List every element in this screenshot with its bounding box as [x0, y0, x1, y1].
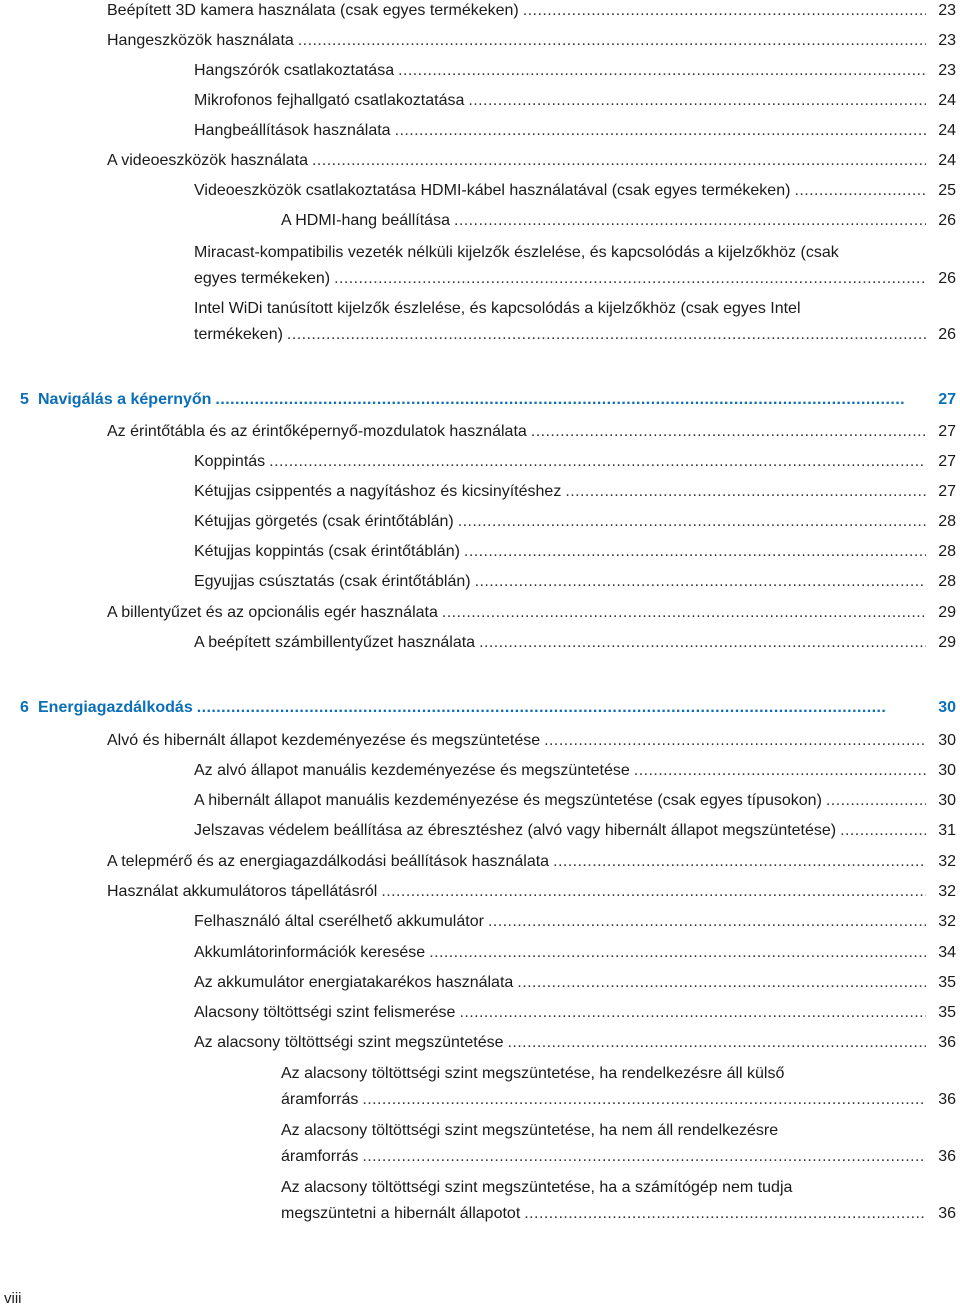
toc-page-number: 34 [938, 944, 956, 961]
toc-entry[interactable] [194, 240, 960, 292]
toc-entry[interactable] [194, 539, 960, 565]
toc-page-number: 24 [938, 122, 956, 139]
toc-page-number: 26 [938, 212, 956, 229]
toc-page-number: 28 [938, 543, 956, 560]
toc-entry[interactable] [194, 479, 960, 505]
toc-page-number: 32 [938, 883, 956, 900]
toc-leader [544, 728, 926, 754]
toc-entry-title: Mikrofonos fejhallgató csatlakoztatása [194, 92, 465, 109]
toc-entry[interactable] [194, 58, 960, 84]
toc-entry[interactable] [194, 1030, 960, 1056]
toc-leader [287, 322, 926, 348]
toc-entry-title: áramforrás [281, 1148, 359, 1165]
toc-entry-title: Felhasználó által cserélhető akkumulátor [194, 913, 484, 930]
toc-leader [395, 118, 926, 144]
toc-entry[interactable] [281, 208, 960, 234]
toc-page-number: 24 [938, 152, 956, 169]
toc-entry[interactable] [107, 28, 960, 54]
toc-page-number: 23 [938, 62, 956, 79]
toc-entry-title: Egyujjas csúsztatás (csak érintőtáblán) [194, 573, 471, 590]
toc-leader [362, 1144, 926, 1170]
toc-entry-title: Jelszavas védelem beállítása az ébresztéshez (alvó vagy hibernált állapot megszüntetése) [194, 822, 837, 839]
toc-leader [840, 818, 926, 844]
toc-entry-title: Használat akkumulátoros tápellátásról [107, 883, 378, 900]
chapter-title: Energiagazdálkodás [38, 699, 193, 716]
toc-leader [475, 569, 926, 595]
toc-page-number: 27 [938, 391, 956, 408]
toc-entry-title: Kétujjas koppintás (csak érintőtáblán) [194, 543, 460, 560]
toc-leader [215, 387, 926, 413]
toc-page-number: 28 [938, 513, 956, 530]
toc-entry[interactable] [194, 630, 960, 656]
toc-leader [459, 1000, 926, 1026]
toc-entry-title-line1: Intel WiDi tanúsított kijelzők észlelése, és kapcsolódás a kijelzőkhöz (csak egyes Intel [194, 300, 801, 317]
toc-leader [464, 539, 926, 565]
toc-entry-title: Kétujjas csippentés a nagyításhoz és kicsinyítéshez [194, 483, 562, 500]
toc-entry[interactable] [194, 758, 960, 784]
toc-entry-title: Az alvó állapot manuális kezdeményezése és megszüntetése [194, 762, 630, 779]
chapter-number: 6 [20, 699, 29, 716]
toc-page-number: 35 [938, 1004, 956, 1021]
toc-entry[interactable] [194, 970, 960, 996]
toc-entry[interactable] [107, 0, 960, 24]
toc-leader [531, 419, 926, 445]
chapter-title: Navigálás a képernyőn [38, 391, 212, 408]
toc-entry-title: termékeken) [194, 326, 283, 343]
toc-page-number: 32 [938, 913, 956, 930]
toc-leader [826, 788, 926, 814]
toc-page-number: 30 [938, 699, 956, 716]
toc-entry[interactable] [281, 1118, 960, 1170]
toc-leader [398, 58, 926, 84]
toc-entry-title: Akkumlátorinformációk keresése [194, 944, 426, 961]
toc-leader [334, 266, 926, 292]
toc-entry[interactable] [107, 849, 960, 875]
toc-page-number: 25 [938, 182, 956, 199]
toc-leader [298, 28, 926, 54]
toc-entry-title-line1: Miracast-kompatibilis vezeték nélküli kijelzők észlelése, és kapcsolódás a kijelzőkhöz (csak [194, 244, 839, 261]
toc-chapter[interactable] [20, 387, 960, 413]
chapter-number: 5 [20, 391, 29, 408]
toc-leader [269, 449, 926, 475]
toc-entry-title: Alvó és hibernált állapot kezdeményezése és megszüntetése [107, 732, 541, 749]
toc-leader [517, 970, 926, 996]
toc-chapter[interactable] [20, 695, 960, 721]
toc-entry[interactable] [194, 449, 960, 475]
toc-entry-title: Az akkumulátor energiatakarékos használata [194, 974, 514, 991]
toc-leader [442, 600, 926, 626]
toc-entry[interactable] [194, 818, 960, 844]
toc-page-number: 26 [938, 326, 956, 343]
toc-entry-title: Beépített 3D kamera használata (csak egyes termékeken) [107, 2, 519, 19]
toc-entry[interactable] [194, 509, 960, 535]
toc-entry-title: egyes termékeken) [194, 270, 331, 287]
toc-entry-title-line1: Az alacsony töltöttségi szint megszüntetése, ha rendelkezésre áll külső [281, 1065, 785, 1082]
toc-leader [524, 1201, 926, 1227]
toc-page-number: 36 [938, 1034, 956, 1051]
toc-leader [553, 849, 926, 875]
toc-leader [362, 1087, 926, 1113]
toc-leader [488, 909, 926, 935]
toc-page-number: 28 [938, 573, 956, 590]
toc-leader [381, 879, 926, 905]
toc-entry[interactable] [281, 1175, 960, 1227]
toc-leader [565, 479, 926, 505]
toc-page-number: 23 [938, 32, 956, 49]
toc-page-number: 23 [938, 2, 956, 19]
toc-entry-title: A videoeszközök használata [107, 152, 309, 169]
toc-entry[interactable] [107, 600, 960, 626]
toc-entry-title: Az érintőtábla és az érintőképernyő-mozdulatok használata [107, 423, 527, 440]
toc-entry[interactable] [194, 296, 960, 348]
toc-leader [468, 88, 926, 114]
toc-entry-title: Alacsony töltöttségi szint felismerése [194, 1004, 456, 1021]
toc-page-number: 30 [938, 732, 956, 749]
toc-entry[interactable] [194, 909, 960, 935]
toc-leader [479, 630, 926, 656]
toc-page-number: 27 [938, 483, 956, 500]
toc-page-number: 29 [938, 604, 956, 621]
toc-entry[interactable] [107, 419, 960, 445]
toc-page-number: 36 [938, 1091, 956, 1108]
toc-entry-title: megszüntetni a hibernált állapotot [281, 1205, 521, 1222]
toc-page-number: 30 [938, 792, 956, 809]
toc-page-number: 26 [938, 270, 956, 287]
toc-entry-title-line1: Az alacsony töltöttségi szint megszüntetése, ha nem áll rendelkezésre [281, 1122, 779, 1139]
toc-page-number: 36 [938, 1148, 956, 1165]
toc-entry-title: Hangeszközök használata [107, 32, 294, 49]
toc-page-number: 35 [938, 974, 956, 991]
toc-entry[interactable] [194, 788, 960, 814]
toc-entry[interactable] [194, 940, 960, 966]
toc-leader [634, 758, 926, 784]
toc-entry-title: Kétujjas görgetés (csak érintőtáblán) [194, 513, 454, 530]
toc-leader [197, 695, 926, 721]
toc-page-number: 30 [938, 762, 956, 779]
toc-entry-title: A billentyűzet és az opcionális egér használata [107, 604, 438, 621]
toc-entry-title: Hangbeállítások használata [194, 122, 391, 139]
toc-page-number: 31 [938, 822, 956, 839]
toc-page-number: 27 [938, 423, 956, 440]
toc-entry-title: A beépített számbillentyűzet használata [194, 634, 476, 651]
toc-page-number: 24 [938, 92, 956, 109]
toc-leader [458, 509, 926, 535]
toc-entry-title: Koppintás [194, 453, 266, 470]
toc-entry-title: Az alacsony töltöttségi szint megszüntetése [194, 1034, 504, 1051]
page-number: viii [4, 1290, 22, 1307]
toc-entry-title: A hibernált állapot manuális kezdeményezése és megszüntetése (csak egyes típusokon) [194, 792, 822, 809]
toc-entry-title: áramforrás [281, 1091, 359, 1108]
toc-entry[interactable] [194, 118, 960, 144]
toc-page-number: 32 [938, 853, 956, 870]
toc-entry-title: A HDMI-hang beállítása [281, 212, 450, 229]
toc-entry[interactable] [194, 569, 960, 595]
toc-entry[interactable] [107, 879, 960, 905]
toc-leader [312, 148, 926, 174]
toc-entry[interactable] [194, 178, 960, 204]
toc-page-number: 27 [938, 453, 956, 470]
toc-entry[interactable] [281, 1061, 960, 1113]
toc-entry-title: A telepmérő és az energiagazdálkodási beállítások használata [107, 853, 550, 870]
toc-entry-title: Videoeszközök csatlakoztatása HDMI-kábel használatával (csak egyes termékeken) [194, 182, 791, 199]
toc-leader [429, 940, 926, 966]
toc-entry[interactable] [107, 728, 960, 754]
toc-entry[interactable] [194, 88, 960, 114]
toc-page-number: 36 [938, 1205, 956, 1222]
toc-leader [508, 1030, 927, 1056]
toc-leader [523, 0, 926, 24]
toc-entry-title: Hangszórók csatlakoztatása [194, 62, 395, 79]
toc-entry-title-line1: Az alacsony töltöttségi szint megszüntetése, ha a számítógép nem tudja [281, 1179, 793, 1196]
toc-entry[interactable] [107, 148, 960, 174]
toc-entry[interactable] [194, 1000, 960, 1026]
toc-leader [794, 178, 926, 204]
toc-page-number: 29 [938, 634, 956, 651]
toc-leader [454, 208, 926, 234]
